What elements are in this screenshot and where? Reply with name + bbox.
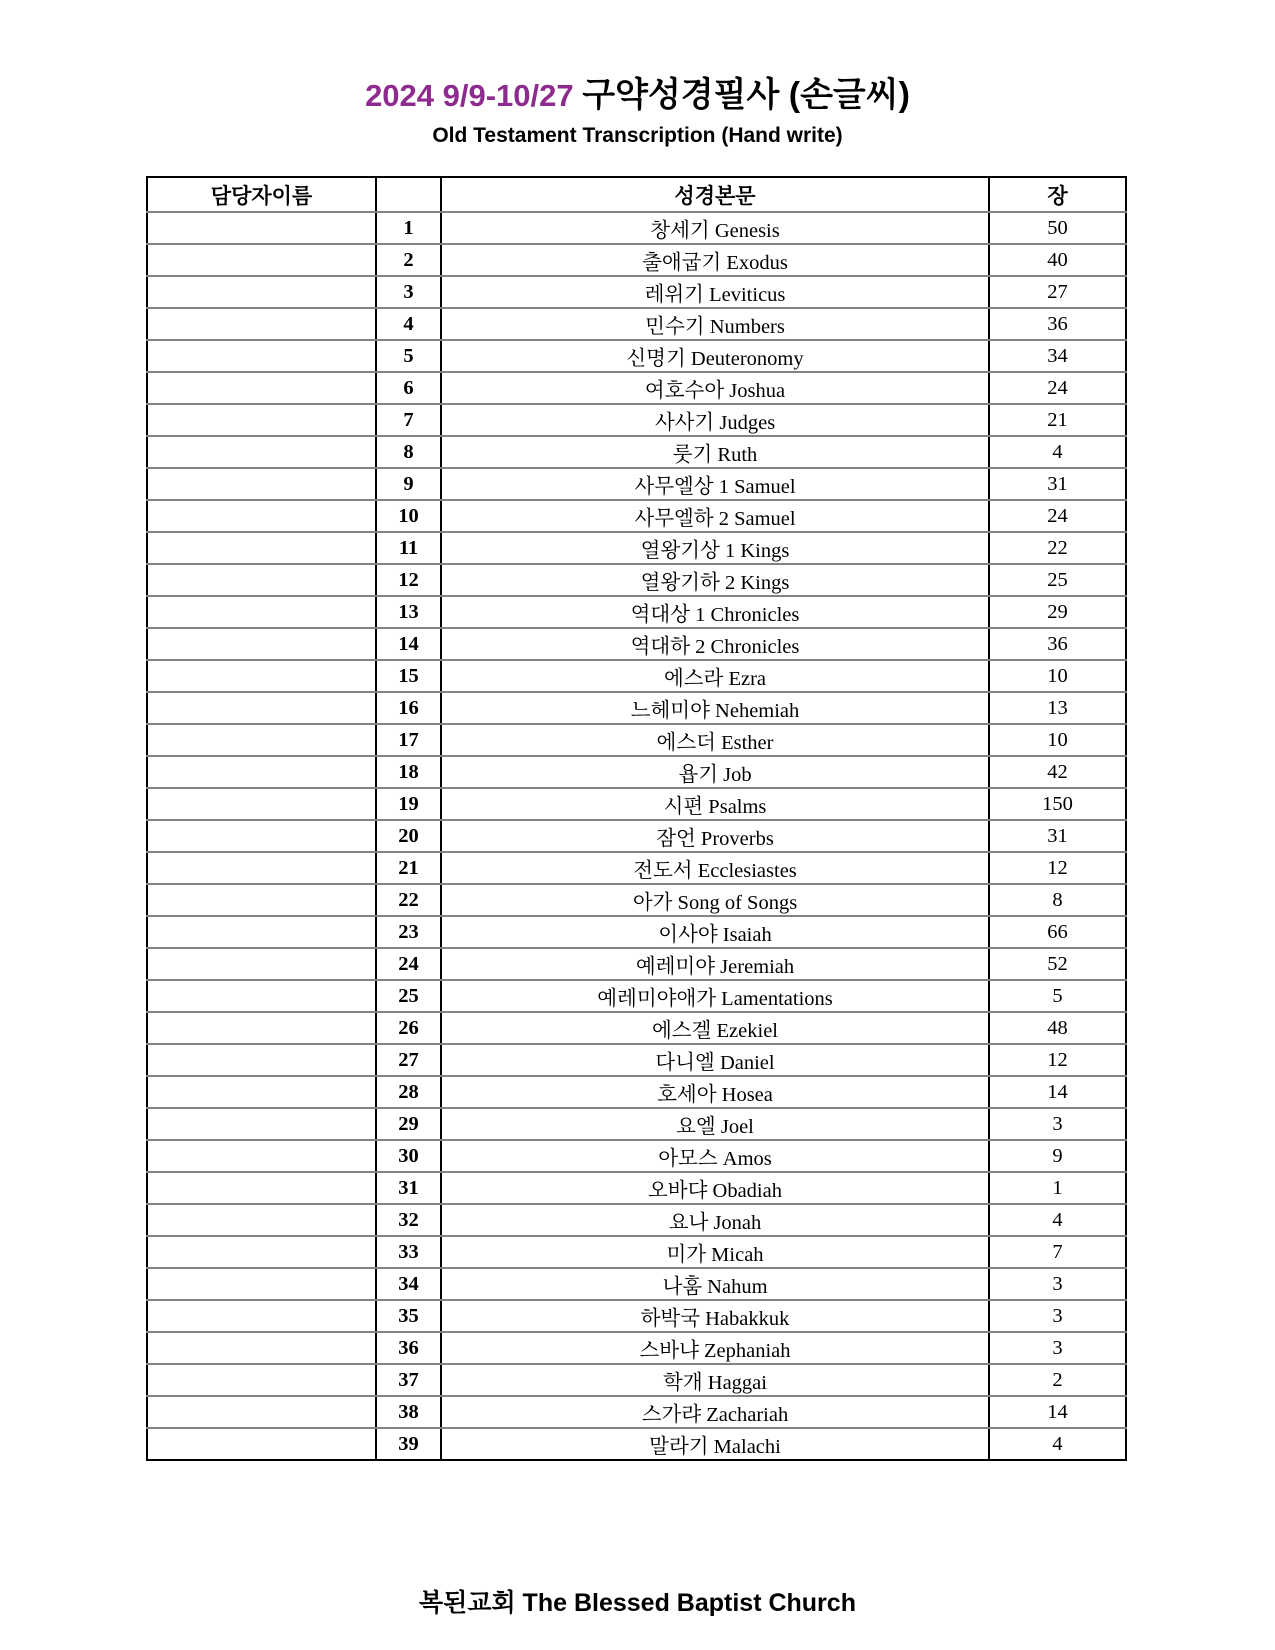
table-row (147, 244, 1126, 276)
chapter-count-cell: 14 (989, 1076, 1126, 1108)
table-row (147, 340, 1126, 372)
assignee-cell (147, 212, 376, 244)
header-scripture: 성경본문 (441, 177, 989, 212)
table-row (147, 1332, 1126, 1364)
assignee-cell (147, 660, 376, 692)
scripture-cell: 예레미야 Jeremiah (441, 948, 989, 980)
assignee-cell (147, 340, 376, 372)
scripture-cell: 출애굽기 Exodus (441, 244, 989, 276)
row-number-cell: 6 (376, 372, 441, 404)
chapter-count-cell: 29 (989, 596, 1126, 628)
table-row (147, 276, 1126, 308)
chapter-count-cell: 36 (989, 628, 1126, 660)
scripture-cell: 스가랴 Zachariah (441, 1396, 989, 1428)
assignee-cell (147, 692, 376, 724)
row-number-cell: 17 (376, 724, 441, 756)
assignee-cell (147, 1076, 376, 1108)
row-number-cell: 8 (376, 436, 441, 468)
scripture-cell: 요나 Jonah (441, 1204, 989, 1236)
scripture-cell: 스바냐 Zephaniah (441, 1332, 989, 1364)
assignee-cell (147, 404, 376, 436)
chapter-count-cell: 4 (989, 436, 1126, 468)
assignee-cell (147, 628, 376, 660)
chapter-count-cell: 25 (989, 564, 1126, 596)
scripture-cell: 역대상 1 Chronicles (441, 596, 989, 628)
row-number-cell: 37 (376, 1364, 441, 1396)
scripture-cell: 하박국 Habakkuk (441, 1300, 989, 1332)
row-number-cell: 30 (376, 1140, 441, 1172)
assignee-cell (147, 596, 376, 628)
scripture-cell: 여호수아 Joshua (441, 372, 989, 404)
table-row (147, 1428, 1126, 1460)
row-number-cell: 32 (376, 1204, 441, 1236)
scripture-cell: 신명기 Deuteronomy (441, 340, 989, 372)
chapter-count-cell: 3 (989, 1332, 1126, 1364)
chapter-count-cell: 9 (989, 1140, 1126, 1172)
chapter-count-cell: 7 (989, 1236, 1126, 1268)
table-row (147, 1108, 1126, 1140)
chapter-count-cell: 22 (989, 532, 1126, 564)
scripture-cell: 레위기 Leviticus (441, 276, 989, 308)
assignee-cell (147, 1012, 376, 1044)
assignee-cell (147, 244, 376, 276)
assignee-cell (147, 468, 376, 500)
assignee-cell (147, 884, 376, 916)
scripture-cell: 이사야 Isaiah (441, 916, 989, 948)
scripture-cell: 아가 Song of Songs (441, 884, 989, 916)
table-row (147, 1364, 1126, 1396)
scripture-cell: 사무엘하 2 Samuel (441, 500, 989, 532)
table-row (147, 1012, 1126, 1044)
row-number-cell: 1 (376, 212, 441, 244)
chapter-count-cell: 52 (989, 948, 1126, 980)
scripture-cell: 아모스 Amos (441, 1140, 989, 1172)
table-row (147, 980, 1126, 1012)
scripture-cell: 열왕기하 2 Kings (441, 564, 989, 596)
row-number-cell: 26 (376, 1012, 441, 1044)
chapter-count-cell: 10 (989, 724, 1126, 756)
table-row (147, 628, 1126, 660)
title-date-range: 2024 9/9-10/27 (365, 78, 583, 113)
row-number-cell: 36 (376, 1332, 441, 1364)
row-number-cell: 7 (376, 404, 441, 436)
row-number-cell: 25 (376, 980, 441, 1012)
scripture-cell: 말라기 Malachi (441, 1428, 989, 1460)
row-number-cell: 18 (376, 756, 441, 788)
chapter-count-cell: 12 (989, 1044, 1126, 1076)
table-row (147, 1140, 1126, 1172)
chapter-count-cell: 3 (989, 1108, 1126, 1140)
scripture-cell: 잠언 Proverbs (441, 820, 989, 852)
chapter-count-cell: 40 (989, 244, 1126, 276)
assignee-cell (147, 1108, 376, 1140)
footer-church-name: 복된교회 The Blessed Baptist Church (419, 1589, 856, 1617)
row-number-cell: 20 (376, 820, 441, 852)
row-number-cell: 13 (376, 596, 441, 628)
chapter-count-cell: 34 (989, 340, 1126, 372)
assignee-cell (147, 372, 376, 404)
row-number-cell: 38 (376, 1396, 441, 1428)
row-number-cell: 19 (376, 788, 441, 820)
chapter-count-cell: 27 (989, 276, 1126, 308)
row-number-cell: 4 (376, 308, 441, 340)
assignee-cell (147, 1332, 376, 1364)
assignee-cell (147, 1268, 376, 1300)
scripture-cell: 에스겔 Ezekiel (441, 1012, 989, 1044)
chapter-count-cell: 14 (989, 1396, 1126, 1428)
scripture-cell: 미가 Micah (441, 1236, 989, 1268)
scripture-cell: 예레미야애가 Lamentations (441, 980, 989, 1012)
table-row (147, 1044, 1126, 1076)
row-number-cell: 11 (376, 532, 441, 564)
table-row (147, 404, 1126, 436)
page-subtitle: Old Testament Transcription (Hand write) (432, 124, 843, 147)
table-row (147, 756, 1126, 788)
row-number-cell: 9 (376, 468, 441, 500)
table-row (147, 852, 1126, 884)
assignee-cell (147, 948, 376, 980)
table-row (147, 1076, 1126, 1108)
assignee-cell (147, 532, 376, 564)
row-number-cell: 35 (376, 1300, 441, 1332)
table-row (147, 596, 1126, 628)
scripture-cell: 사사기 Judges (441, 404, 989, 436)
chapter-count-cell: 31 (989, 820, 1126, 852)
chapter-count-cell: 24 (989, 500, 1126, 532)
assignee-cell (147, 308, 376, 340)
chapter-count-cell: 10 (989, 660, 1126, 692)
row-number-cell: 28 (376, 1076, 441, 1108)
chapter-count-cell: 36 (989, 308, 1126, 340)
assignee-cell (147, 1204, 376, 1236)
chapter-count-cell: 66 (989, 916, 1126, 948)
table-row (147, 1268, 1126, 1300)
scripture-cell: 민수기 Numbers (441, 308, 989, 340)
chapter-count-cell: 1 (989, 1172, 1126, 1204)
scripture-cell: 느헤미야 Nehemiah (441, 692, 989, 724)
chapter-count-cell: 4 (989, 1204, 1126, 1236)
scripture-cell: 시편 Psalms (441, 788, 989, 820)
assignee-cell (147, 1396, 376, 1428)
chapter-count-cell: 31 (989, 468, 1126, 500)
assignee-cell (147, 1364, 376, 1396)
chapter-count-cell: 5 (989, 980, 1126, 1012)
row-number-cell: 27 (376, 1044, 441, 1076)
table-row (147, 788, 1126, 820)
table-row (147, 1300, 1126, 1332)
table-row (147, 532, 1126, 564)
chapter-count-cell: 50 (989, 212, 1126, 244)
row-number-cell: 33 (376, 1236, 441, 1268)
scripture-cell: 에스라 Ezra (441, 660, 989, 692)
table-row (147, 468, 1126, 500)
table-row (147, 724, 1126, 756)
assignee-cell (147, 820, 376, 852)
row-number-cell: 24 (376, 948, 441, 980)
page-title (0, 0, 1275, 115)
assignee-cell (147, 1044, 376, 1076)
chapter-count-cell: 150 (989, 788, 1126, 820)
scripture-cell: 창세기 Genesis (441, 212, 989, 244)
row-number-cell: 16 (376, 692, 441, 724)
scripture-cell: 욥기 Job (441, 756, 989, 788)
assignee-cell (147, 500, 376, 532)
chapter-count-cell: 3 (989, 1268, 1126, 1300)
row-number-cell: 2 (376, 244, 441, 276)
table-row (147, 308, 1126, 340)
row-number-cell: 5 (376, 340, 441, 372)
table-body (147, 212, 1126, 1460)
assignee-cell (147, 436, 376, 468)
chapter-count-cell: 12 (989, 852, 1126, 884)
table-row (147, 1172, 1126, 1204)
table-row (147, 500, 1126, 532)
assignee-cell (147, 724, 376, 756)
assignee-cell (147, 1300, 376, 1332)
scripture-cell: 열왕기상 1 Kings (441, 532, 989, 564)
scripture-cell: 역대하 2 Chronicles (441, 628, 989, 660)
table-header-row (147, 177, 1126, 212)
assignee-cell (147, 852, 376, 884)
table-row (147, 1236, 1126, 1268)
assignee-cell (147, 1236, 376, 1268)
table-row (147, 884, 1126, 916)
row-number-cell: 22 (376, 884, 441, 916)
table-row (147, 436, 1126, 468)
table-row (147, 212, 1126, 244)
assignee-cell (147, 276, 376, 308)
assignee-cell (147, 1172, 376, 1204)
table-row (147, 916, 1126, 948)
row-number-cell: 23 (376, 916, 441, 948)
row-number-cell: 29 (376, 1108, 441, 1140)
row-number-cell: 3 (376, 276, 441, 308)
chapter-count-cell: 42 (989, 756, 1126, 788)
table-row (147, 692, 1126, 724)
row-number-cell: 12 (376, 564, 441, 596)
header-chapters: 장 (989, 177, 1126, 212)
table-row (147, 948, 1126, 980)
chapter-count-cell: 24 (989, 372, 1126, 404)
transcription-table (146, 176, 1127, 1461)
table-row (147, 1204, 1126, 1236)
table-row (147, 564, 1126, 596)
scripture-cell: 전도서 Ecclesiastes (441, 852, 989, 884)
chapter-count-cell: 8 (989, 884, 1126, 916)
chapter-count-cell: 48 (989, 1012, 1126, 1044)
assignee-cell (147, 756, 376, 788)
scripture-cell: 다니엘 Daniel (441, 1044, 989, 1076)
scripture-cell: 요엘 Joel (441, 1108, 989, 1140)
header-number (376, 177, 441, 212)
assignee-cell (147, 788, 376, 820)
title-korean: 구약성경필사 (손글씨) (582, 76, 910, 114)
chapter-count-cell: 21 (989, 404, 1126, 436)
scripture-cell: 에스더 Esther (441, 724, 989, 756)
row-number-cell: 39 (376, 1428, 441, 1460)
header-assignee: 담당자이름 (147, 177, 376, 212)
scripture-cell: 사무엘상 1 Samuel (441, 468, 989, 500)
scripture-cell: 학개 Haggai (441, 1364, 989, 1396)
table-row (147, 372, 1126, 404)
scripture-cell: 호세아 Hosea (441, 1076, 989, 1108)
row-number-cell: 34 (376, 1268, 441, 1300)
assignee-cell (147, 1140, 376, 1172)
scripture-cell: 나훔 Nahum (441, 1268, 989, 1300)
scripture-cell: 룻기 Ruth (441, 436, 989, 468)
row-number-cell: 10 (376, 500, 441, 532)
row-number-cell: 21 (376, 852, 441, 884)
assignee-cell (147, 1428, 376, 1460)
chapter-count-cell: 3 (989, 1300, 1126, 1332)
table-row (147, 820, 1126, 852)
assignee-cell (147, 564, 376, 596)
chapter-count-cell: 2 (989, 1364, 1126, 1396)
row-number-cell: 15 (376, 660, 441, 692)
chapter-count-cell: 13 (989, 692, 1126, 724)
assignee-cell (147, 916, 376, 948)
table-row (147, 1396, 1126, 1428)
row-number-cell: 31 (376, 1172, 441, 1204)
row-number-cell: 14 (376, 628, 441, 660)
assignee-cell (147, 980, 376, 1012)
table-row (147, 660, 1126, 692)
chapter-count-cell: 4 (989, 1428, 1126, 1460)
scripture-cell: 오바댜 Obadiah (441, 1172, 989, 1204)
